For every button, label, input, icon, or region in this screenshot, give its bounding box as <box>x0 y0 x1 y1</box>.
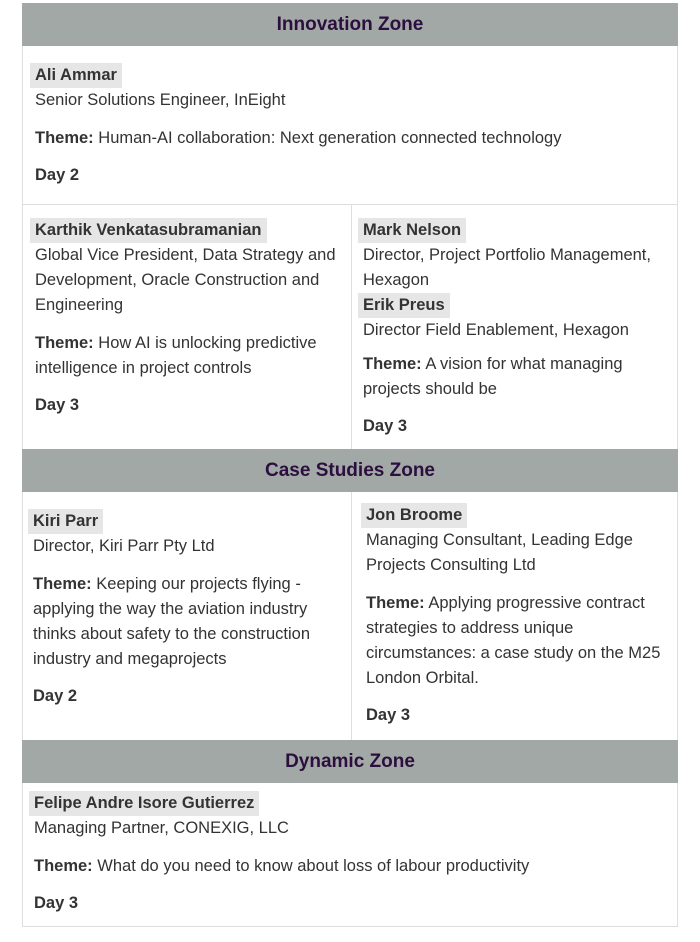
session-day: Day 3 <box>363 417 408 435</box>
speaker-role: Director, Kiri Parr Pty Ltd <box>33 537 215 555</box>
session-theme <box>35 126 665 151</box>
speaker-cell <box>23 783 677 926</box>
table-row <box>22 492 678 740</box>
session-day: Day 3 <box>35 396 80 414</box>
theme-label: Theme: <box>35 334 94 352</box>
session-day: Day 2 <box>35 166 80 184</box>
theme-label: Theme: <box>33 575 92 593</box>
speaker-name: Ali Ammar <box>30 63 122 88</box>
session-theme <box>34 854 665 879</box>
speaker-role: Director, Project Portfolio Management, Hexagon <box>363 246 651 289</box>
speaker-cell <box>23 492 352 740</box>
zone-header-case-studies: Case Studies Zone <box>22 449 678 492</box>
theme-text: Keeping our projects flying - applying the way the aviation industry thinks about safety to the construction industry and megaprojects <box>33 575 310 668</box>
zone-header-dynamic: Dynamic Zone <box>22 740 678 783</box>
session-day: Day 3 <box>366 706 411 724</box>
session-day: Day 3 <box>34 894 79 912</box>
table-row <box>22 783 678 927</box>
theme-label: Theme: <box>35 129 94 147</box>
theme-text: How AI is unlocking predictive intelligence in project controls <box>35 334 317 377</box>
table-row <box>22 205 678 449</box>
speaker-name: Kiri Parr <box>28 509 103 534</box>
session-theme <box>363 352 673 402</box>
speaker-cell <box>23 205 352 449</box>
speaker-name: Mark Nelson <box>358 218 466 243</box>
theme-label: Theme: <box>366 594 425 612</box>
theme-text: A vision for what managing projects should be <box>363 355 623 398</box>
session-theme <box>35 331 347 381</box>
theme-label: Theme: <box>363 355 422 373</box>
agenda-table <box>22 3 678 927</box>
theme-text: What do you need to know about loss of labour productivity <box>97 857 530 875</box>
speaker-role: Director Field Enablement, Hexagon <box>363 321 629 339</box>
speaker-cell <box>23 46 677 204</box>
session-day: Day 2 <box>33 687 78 705</box>
theme-text: Applying progressive contract strategies to address unique circumstances: a case study on the M25 London Orbital. <box>366 594 661 687</box>
speaker-name: Erik Preus <box>358 293 450 318</box>
table-row <box>22 46 678 205</box>
speaker-cell <box>352 205 677 449</box>
speaker-name: Felipe Andre Isore Gutierrez <box>29 791 259 816</box>
speaker-role: Global Vice President, Data Strategy and Development, Oracle Construction and Engineering <box>35 246 336 314</box>
session-theme <box>366 591 673 691</box>
session-theme <box>33 572 347 672</box>
zone-header-innovation: Innovation Zone <box>22 3 678 46</box>
theme-text: Human-AI collaboration: Next generation connected technology <box>98 129 562 147</box>
theme-label: Theme: <box>34 857 93 875</box>
speaker-cell <box>352 492 677 740</box>
speaker-name: Karthik Venkatasubramanian <box>30 218 267 243</box>
speaker-role: Managing Partner, CONEXIG, LLC <box>34 819 289 837</box>
speaker-role: Managing Consultant, Leading Edge Projects Consulting Ltd <box>366 531 633 574</box>
speaker-role: Senior Solutions Engineer, InEight <box>35 91 286 109</box>
speaker-name: Jon Broome <box>361 503 467 528</box>
